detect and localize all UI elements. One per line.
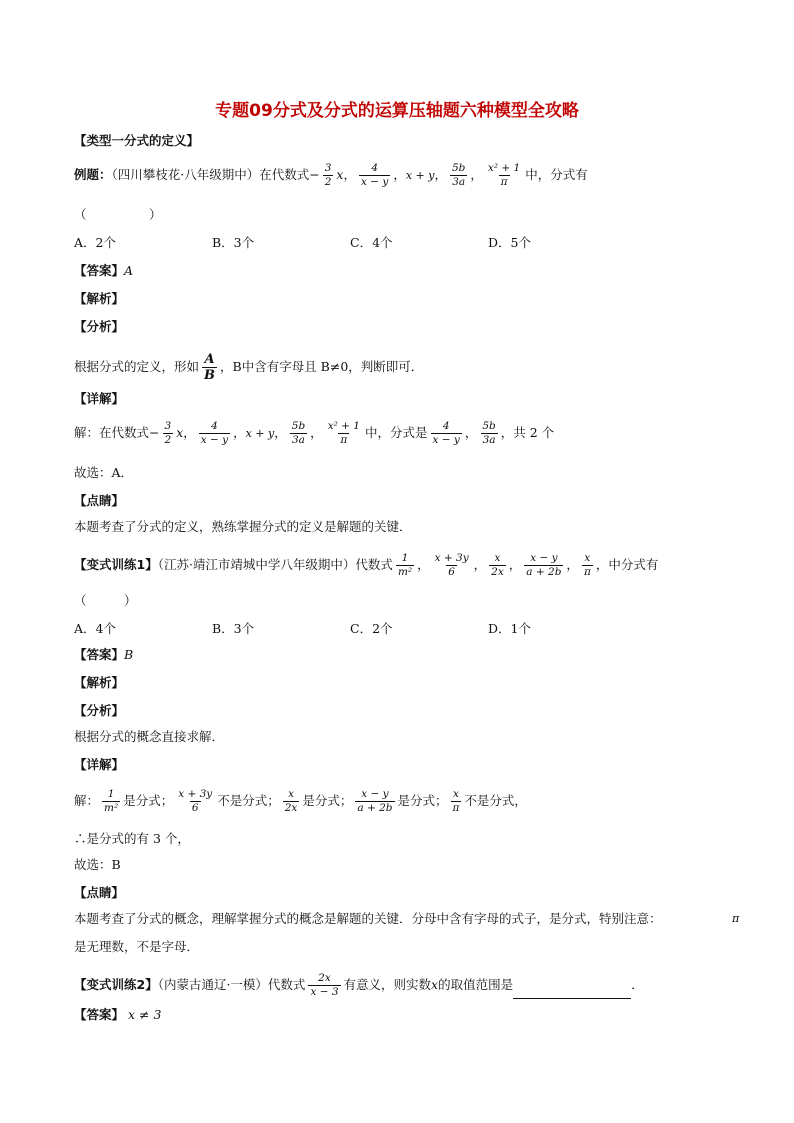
section-header-type1: 【类型一分式的定义】	[74, 133, 200, 148]
variant1-fenxi-label: 【分析】	[74, 703, 125, 718]
v1-option-c: C．2个	[350, 621, 393, 636]
variant1-paren: （ ）	[74, 593, 137, 608]
v1-option-a: A．4个	[74, 621, 116, 636]
example-source: （四川攀枝花·八年级期中）在代数式	[111, 167, 310, 182]
example-detail-label: 【详解】	[74, 391, 125, 406]
example-analysis-label: 【解析】	[74, 291, 125, 306]
fraction-5b-over-3a: $\frac{5b}{3a}$	[452, 162, 466, 188]
example-paren: （ ）	[74, 207, 162, 222]
fraction-x2-plus-1-over-pi: $\frac{\text{x² + 1}}{\pi}$	[487, 162, 521, 188]
v1-option-d: D．1个	[488, 621, 531, 636]
page-title: 专题09分式及分式的运算压轴题六种模型全攻略	[215, 101, 579, 121]
example-answer: 【答案】A	[74, 263, 134, 278]
variant1-detail-text: 解： $\frac{1}{\text{m²}}$ 是分式； $\frac{x + 3y}{6}$ 不是分式； $\frac{x}{2x}$ 是分式； $\frac{x - y}{a + 2b}$ 是分式； $\frac{x}{\pi}$ 不是分式，	[74, 788, 527, 814]
var-x: x	[336, 167, 344, 182]
example-options	[74, 234, 626, 252]
example-fenxi-text: 根据分式的定义，形如 $\frac{A}{B}$ ，B中含有字母且 B≠0，判断即可．	[74, 352, 424, 383]
variant1-question: 【变式训练1】（江苏·靖江市靖城中学八年级期中）代数式 $\frac{1}{\text{m²}}$ ， $\frac{x + 3y}{6}$ ， $\frac{x}{2x}$ ， $\frac{x - y}{a + 2b}$ ， $\frac{x}{\pi}$ ，中分式有	[74, 552, 659, 578]
variant1-options	[74, 620, 626, 638]
variant1-choose: 故选：B	[74, 857, 121, 872]
option-c: C．4个	[350, 235, 393, 250]
pi-symbol: π	[732, 912, 740, 925]
variant2-answer: 【答案】 x ≠ 3	[74, 1007, 162, 1022]
option-b: B．3个	[212, 235, 255, 250]
fraction-a-over-b: $\frac{A}{B}$	[204, 352, 216, 383]
minus-sign: −	[309, 167, 320, 182]
option-d: D．5个	[488, 235, 531, 250]
fraction-3-over-2: $\frac{3}{2}$	[324, 162, 332, 188]
variant1-conclusion: ∴是分式的有 3 个，	[74, 831, 190, 846]
variant1-analysis-label: 【解析】	[74, 675, 125, 690]
variant1-dianjing-text2: 是无理数，不是字母．	[74, 939, 200, 954]
expr-x-plus-y: x + y	[405, 169, 435, 182]
example-suffix: 中，分式有	[525, 167, 588, 182]
example-fenxi-label: 【分析】	[74, 319, 125, 334]
example-dianjing-text: 本题考查了分式的定义，熟练掌握分式的定义是解题的关键．	[74, 519, 412, 534]
variant2-question: 【变式训练2】（内蒙古通辽·一模）代数式 $\frac{2x}{x - 3}$ 有意义，则实数x的取值范围是 ．	[74, 972, 644, 998]
variant1-answer: 【答案】B	[74, 647, 134, 662]
option-a: A．2个	[74, 235, 116, 250]
example-prefix: 例题：	[74, 167, 112, 182]
variant1-dianjing-text1: 本题考查了分式的概念，理解掌握分式的概念是解题的关键．分母中含有字母的式子，是分式，特别注意：	[74, 911, 662, 926]
variant1-dianjing-label: 【点睛】	[74, 885, 125, 900]
example-dianjing-label: 【点睛】	[74, 493, 125, 508]
fraction-4-over-x-minus-y: $\frac{4}{x - y}$	[361, 162, 389, 188]
answer-blank	[513, 984, 631, 999]
variant1-detail-label: 【详解】	[74, 757, 125, 772]
example-detail-text: 解：在代数式− $\frac{3}{2}$ x， $\frac{4}{x - y}$ ，x + y， $\frac{5b}{3a}$ ， $\frac{\text{x² + 1}}{\pi}$ 中，分式是 $\frac{4}{x - y}$ ， $\frac{5b}{3a}$ ，共 2 个	[74, 420, 555, 446]
v1-option-b: B．3个	[212, 621, 255, 636]
example-question: 例题：（四川攀枝花·八年级期中）在代数式− $\frac{3}{2}$ x， $\frac{4}{x - y}$ ，x + y， $\frac{5b}{3a}$ ， $\frac{\text{x² + 1}}{\pi}$ 中，分式有	[74, 162, 588, 188]
variant1-fenxi-text: 根据分式的概念直接求解．	[74, 729, 225, 744]
example-choose: 故选：A．	[74, 465, 134, 480]
